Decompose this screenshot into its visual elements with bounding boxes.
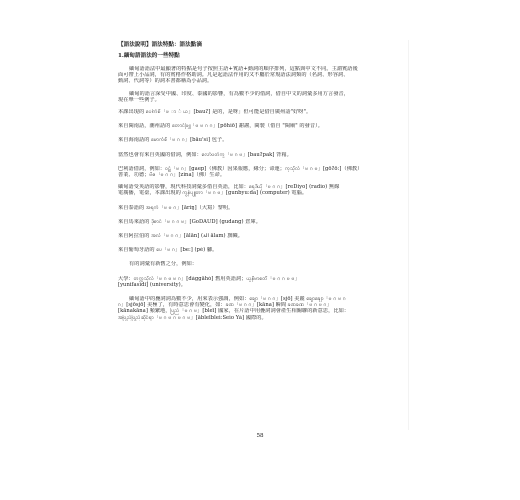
paragraph-line: 巴利語借詞，例如：ဝဋ်「ဗ ဂ」[gaep]（佛教）因果報應，緣分；命運；ကုသိုလ်「ဗ ဂ ဗ」[gōʔō:]（佛教）: [118, 165, 363, 172]
paragraph-line: [kānakāna] 頻繁地，ပြည်「ဗ ဂ ဗ」[bleī] 國家，在片語中用疊詞詞會產生相關聯的新意思，比如：: [118, 308, 350, 315]
paragraph-line: 大學：တက္ကသိုလ်「ဗ ဂ ဗ ဗ ဂ」[dàggāhò] 舊用英語詞；ယူနီဗာစတီ「ဗ ဂ ဂ ဗ ဗ」: [118, 275, 300, 282]
paragraph-line: 來自馬來語的 ဒိုဓာင်「ဗ ဂ ဂ ဗ」[GoDAUD] (gudang) 倉庫。: [118, 218, 261, 225]
page-content: [118, 42, 408, 321]
paragraph-line: 有的詞彙有新舊之分，例如：: [129, 261, 198, 268]
paragraph-line: 來自泰語的 အရက်「ဗ ဗ ဂ」[āriŋ]（大寫）黎明。: [118, 204, 234, 211]
paragraph-line: 面可帶上小品詞，有的賓格作格助詞。凡是起語法作用的又不屬於常規語法詞類的（名詞、形容詞、: [118, 72, 349, 79]
paragraph-line: 來自海南話的 မောက်စီ「ဗ ဂ ဂ」[bāu'si] 包子。: [118, 137, 228, 144]
paragraph-line: 緬甸語中的疊詞詞為數不少，用來表示強調，例如：ချော「ဗ ဂ ဂ」[sjō] 美麗 ချောချော「ဗ ဂ ဗ ဂ: [129, 296, 346, 303]
paragraph-line: 電廣播，電臺，本課出現的 ကွန်ပျူတာ「ဗ ဂ ဗ」[gunbyu:da] (computer) 電腦。: [118, 190, 308, 197]
paragraph-line: 現在舉一些例子。: [118, 96, 160, 103]
paragraph-line: 緬甸的語言深受中國、印度、泰國的影響，有為數不少的借詞，借自中文的詞彙多用方言發音，: [129, 90, 349, 97]
scan-edge: [408, 40, 409, 430]
paragraph-line: 來自葡萄牙語的 ပေ「ဗ ဂ」[be:] (pé) 腳。: [118, 247, 218, 254]
paragraph-line: [yunifasidi] (university)。: [118, 281, 186, 288]
paragraph-line: 緬甸語受英語的影響，現代科技詞彙多借自英語，比如：ရေဒီယို「ဗ ဂ ဂ」[reDiyo] (radio) 無線: [118, 184, 340, 191]
page-number: 58: [256, 433, 264, 439]
paragraph-line: 來自阿拉伯的 အလံ「ဗ ဂ ဂ」[ālān] (آلة ālam) 旗幟。: [118, 233, 243, 240]
paragraph-line: အပြည်ပြည်ဆိုင်ရာ「ဗ ဂ ဗ ဂ ဗ ဂ ဗ」[ābleīblei:Seio Yà] 國際的。: [118, 314, 267, 321]
paragraph-line: 來自閩南話，潮州話的 တောင်ဖြူ「ဗ ဗ ဂ ဂ」[pōhiō] 謝謝，閩製（借自 "閩廟" 的發音）。: [118, 123, 323, 130]
paragraph-line: ဂ」[sjōsjō] 美極了，有時意思會有變化，如：ခဏ「ဗ ဂ ဂ」[kāna] 瞬間 ခဏခဏ「ဗ ဂ ဗ ဂ」: [118, 302, 332, 309]
paragraph-line: 當然也會有來自英國的借詞，例如：လော်ပတ်ကူ「ဗ ဂ ဗ」[bauʔpak] 背箱。: [118, 151, 292, 158]
paragraph-line: 緬甸語語法中最顯著的特點是句子按照主語+賓語+動詞的順序排列，這點與中文不同。主謂賓語後: [129, 66, 358, 72]
paragraph-line: 動詞、代詞等）的詞本書都稱為小品詞。: [118, 78, 213, 85]
paragraph-line: 本課出現的 ပေါက်စီ「ဖ ာ ် ယ」[bauʔ] 是的，是呀」但可能是借自廣州話"好呀"。: [118, 109, 312, 116]
paragraph-line: 善業、功德；ဗီဇ「ဗ ဂ ဂ」[zina]（佛）生命。: [118, 172, 226, 179]
section-title: 【語法說明】語法特點：語法點滴: [118, 42, 202, 48]
subsection-title: 1.緬甸語語法的一些特點: [118, 53, 180, 59]
